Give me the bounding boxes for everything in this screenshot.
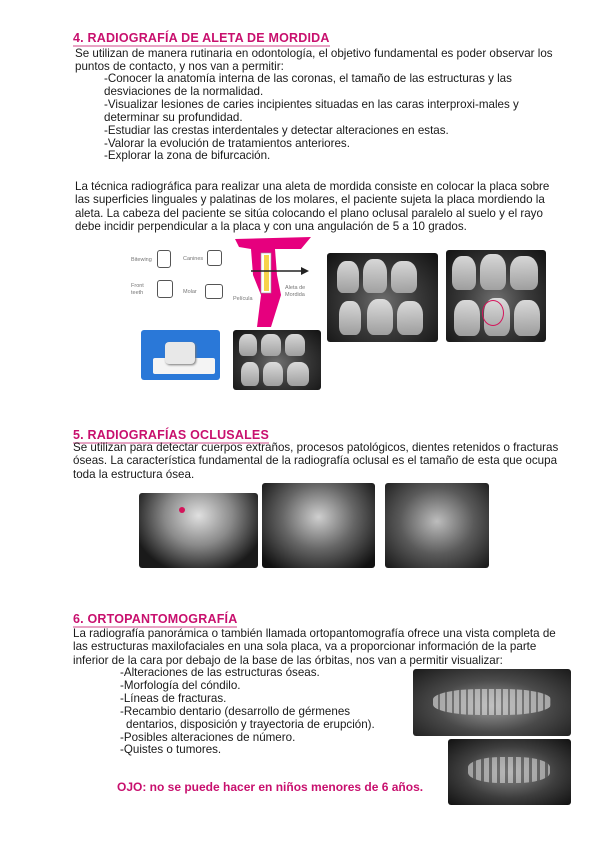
list-item: -Recambio dentario (desarrollo de gérmenes <box>120 704 351 718</box>
section4-title: 4. RADIOGRAFÍA DE ALETA DE MORDIDA <box>73 31 330 45</box>
section4-intro: Se utilizan de manera rutinaria en odontología, el objetivo fundamental es poder observar los puntos de contacto, y nos van a permitir: <box>75 47 553 74</box>
film-holder-photo <box>141 330 220 380</box>
occlusal-xray-maxilla-2 <box>385 483 489 568</box>
list-item: -Explorar la zona de bifurcación. <box>104 149 271 163</box>
film-icon <box>157 280 173 298</box>
bitewing-technique-diagram <box>231 235 321 327</box>
panoramic-xray-child-image <box>448 739 571 805</box>
lesion-marker <box>179 507 185 513</box>
section5-title: 5. RADIOGRAFÍAS OCLUSALES <box>73 428 269 442</box>
list-item: -Posibles alteraciones de número. <box>120 730 296 744</box>
section5-text: Se utilizan para detectar cuerpos extraños, procesos patológicos, dientes retenidos o fracturas óseas. La característica fundamental de la radiografía oclusal es el tamaño de esta que ocupa toda la estructura ósea. <box>73 441 559 481</box>
diagram-label-canines: Canines <box>183 256 204 262</box>
bitewing-xray-image <box>327 253 438 342</box>
bitewing-film-diagram <box>127 244 229 310</box>
film-icon <box>157 250 171 268</box>
age-warning: OJO: no se puede hacer en niños menores de 6 años. <box>117 780 424 794</box>
diagram-label-bitewing: Bitewing <box>131 257 152 263</box>
diagram-label-molar: Molar <box>183 289 197 295</box>
list-item: -Valorar la evolución de tratamientos anteriores. <box>104 136 350 150</box>
section6-list <box>120 667 410 757</box>
section4-technique: La técnica radiográfica para realizar una aleta de mordida consiste en colocar la placa sobre las superficies linguales y palatinas de los molares, el paciente sujeta la placa mordiendo la aleta. La cabeza del paciente se sitúa colocando el plano oclusal paralelo al suelo y el rayo debe incidir perpendicular a la placa y con una angulación de 5 a 10 grados. <box>75 180 550 234</box>
list-item: dentarios, disposición y trayectoria de erupción). <box>126 717 375 731</box>
diagram-label-pelicula: Película <box>233 296 253 302</box>
diagram-label-aleta: Aleta de Mordida <box>285 285 306 298</box>
occlusal-xray-mandible <box>139 493 258 568</box>
list-item: -Quistes o tumores. <box>120 743 222 757</box>
section6-title: 6. ORTOPANTOMOGRAFÍA <box>73 612 238 626</box>
bitewing-caries-xray-image <box>446 250 546 342</box>
list-item: -Estudiar las crestas interdentales y detectar alteraciones en estas. <box>104 123 449 137</box>
section6-text: La radiografía panorámica o también llamada ortopantomografía ofrece una vista completa de las estructuras maxilofaciales en una sola placa, va a proporcionar información de la parte inferior de la cara por debajo de la base de las órbitas, nos van a permitir visualizar: <box>73 627 556 667</box>
caries-marker <box>482 300 504 326</box>
list-item: -Visualizar lesiones de caries incipientes situadas en las caras interproxi-males y determinar su profundidad. <box>104 97 519 124</box>
list-item: -Líneas de fracturas. <box>120 691 227 705</box>
diagram-label-front-teeth: Front teeth <box>131 283 144 296</box>
list-item: -Morfología del cóndilo. <box>120 678 241 692</box>
list-item: -Conocer la anatomía interna de las coronas, el tamaño de las estructuras y las desviaciones de la normalidad. <box>104 72 512 98</box>
occlusal-xray-maxilla <box>262 483 375 568</box>
film-icon <box>207 250 222 266</box>
panoramic-xray-image <box>413 669 571 736</box>
film-icon <box>205 284 223 299</box>
section4-list <box>104 73 540 163</box>
list-item: -Alteraciones de las estructuras óseas. <box>120 666 320 679</box>
bitewing-small-xray-image <box>233 330 321 390</box>
